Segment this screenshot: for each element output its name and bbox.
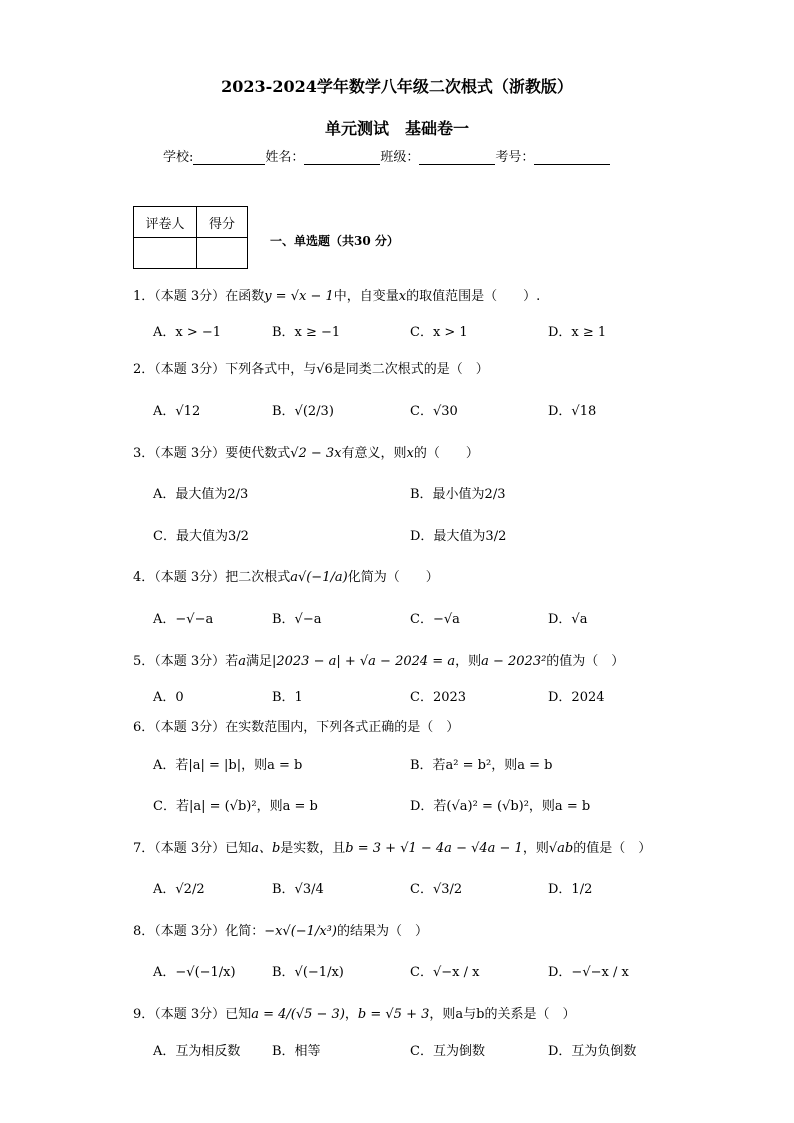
question-3: 3．（本题 3分）要使代数式√2 − 3x有意义，则x的（ ） bbox=[133, 446, 479, 461]
student-info-line bbox=[163, 146, 610, 165]
school-field[interactable] bbox=[193, 150, 265, 165]
option-b[interactable]: B．最小值为2/3 bbox=[410, 487, 506, 502]
question-5: 5．（本题 3分）若a满足|2023 − a| + √a − 2024 = a，则a − 2023²的值为（ ） bbox=[133, 654, 625, 669]
option-b[interactable]: B．√3/4 bbox=[272, 882, 324, 897]
option-b[interactable]: B．若a² = b²，则a = b bbox=[410, 758, 553, 773]
expression: b = 3 + √1 − 4a − √4a − 1 bbox=[345, 841, 523, 856]
option-c[interactable]: C．x > 1 bbox=[410, 325, 468, 340]
score-cell[interactable] bbox=[197, 238, 248, 269]
option-b[interactable]: B．√(2/3) bbox=[272, 404, 334, 419]
name-field[interactable] bbox=[304, 150, 380, 165]
question-7: 7．（本题 3分）已知a、b是实数，且b = 3 + √1 − 4a − √4a − 1，则√ab的值是（ ） bbox=[133, 841, 652, 856]
option-d[interactable]: D．若(√a)² = (√b)²，则a = b bbox=[410, 799, 591, 814]
option-c[interactable]: C．最大值为3/2 bbox=[153, 529, 249, 544]
expression: √2 − 3x bbox=[290, 446, 342, 461]
option-c[interactable]: C．2023 bbox=[410, 690, 467, 705]
class-label: 班级： bbox=[380, 150, 420, 165]
option-c[interactable]: C．√−x / x bbox=[410, 965, 480, 980]
option-c[interactable]: C．√3/2 bbox=[410, 882, 463, 897]
grader-cell[interactable] bbox=[134, 238, 197, 269]
question-2: 2．（本题 3分）下列各式中，与√6是同类二次根式的是（ ） bbox=[133, 362, 489, 377]
id-label: 考号： bbox=[495, 150, 535, 165]
question-4: 4．（本题 3分）把二次根式a√(−1/a)化简为（ ） bbox=[133, 570, 439, 585]
option-a[interactable]: A．√12 bbox=[153, 404, 201, 419]
name-label: 姓名： bbox=[265, 150, 305, 165]
option-b[interactable]: B．1 bbox=[272, 690, 303, 705]
expression: y = √x − 1 bbox=[264, 289, 334, 304]
school-label: 学校: bbox=[163, 150, 194, 165]
option-a[interactable]: A．−√(−1/x) bbox=[153, 965, 236, 980]
question-8: 8．（本题 3分）化简：−x√(−1/x³)的结果为（ ） bbox=[133, 924, 428, 939]
expression: a = 4/(√5 − 3) bbox=[251, 1007, 345, 1022]
option-d[interactable]: D．最大值为3/2 bbox=[410, 529, 507, 544]
option-b[interactable]: B．相等 bbox=[272, 1044, 321, 1059]
option-b[interactable]: B．√(−1/x) bbox=[272, 965, 344, 980]
option-a[interactable]: A．若|a| = |b|，则a = b bbox=[153, 758, 303, 773]
score-header: 得分 bbox=[197, 207, 248, 238]
option-b[interactable]: B．x ≥ −1 bbox=[272, 325, 341, 340]
section-heading: 一、单选题（共30 分） bbox=[270, 234, 399, 248]
option-c[interactable]: C．互为倒数 bbox=[410, 1044, 485, 1059]
option-d[interactable]: D．x ≥ 1 bbox=[548, 325, 607, 340]
page-subtitle: 单元测试 基础卷一 bbox=[324, 119, 469, 138]
option-d[interactable]: D．互为负倒数 bbox=[548, 1044, 637, 1059]
question-1: 1．（本题 3分）在函数y = √x − 1中，自变量x的取值范围是（ ）. bbox=[133, 289, 541, 304]
option-a[interactable]: A．互为相反数 bbox=[153, 1044, 241, 1059]
grader-table bbox=[133, 206, 248, 269]
option-d[interactable]: D．−√−x / x bbox=[548, 965, 629, 980]
option-c[interactable]: C．若|a| = (√b)²，则a = b bbox=[153, 799, 318, 814]
option-d[interactable]: D．2024 bbox=[548, 690, 605, 705]
option-b[interactable]: B．√−a bbox=[272, 612, 322, 627]
expression: a√(−1/a) bbox=[290, 570, 348, 585]
question-6: 6．（本题 3分）在实数范围内，下列各式正确的是（ ） bbox=[133, 720, 460, 735]
option-a[interactable]: A．x > −1 bbox=[153, 325, 222, 340]
option-c[interactable]: C．√30 bbox=[410, 404, 458, 419]
option-a[interactable]: A．−√−a bbox=[153, 612, 214, 627]
option-a[interactable]: A．最大值为2/3 bbox=[153, 487, 249, 502]
option-c[interactable]: C．−√a bbox=[410, 612, 460, 627]
expression: √6 bbox=[316, 362, 333, 377]
expression: −x√(−1/x³) bbox=[264, 924, 337, 939]
option-d[interactable]: D．√a bbox=[548, 612, 588, 627]
page-title: 2023-2024学年数学八年级二次根式（浙教版） bbox=[221, 77, 573, 96]
id-field[interactable] bbox=[534, 150, 610, 165]
question-9: 9．（本题 3分）已知a = 4/(√5 − 3)，b = √5 + 3，则a与b的关系是（ ） bbox=[133, 1007, 576, 1022]
expression: |2023 − a| + √a − 2024 = a bbox=[271, 654, 456, 669]
option-a[interactable]: A．√2/2 bbox=[153, 882, 205, 897]
option-d[interactable]: D．√18 bbox=[548, 404, 597, 419]
class-field[interactable] bbox=[419, 150, 495, 165]
option-d[interactable]: D．1/2 bbox=[548, 882, 593, 897]
grader-header: 评卷人 bbox=[134, 207, 197, 238]
option-a[interactable]: A．0 bbox=[153, 690, 184, 705]
